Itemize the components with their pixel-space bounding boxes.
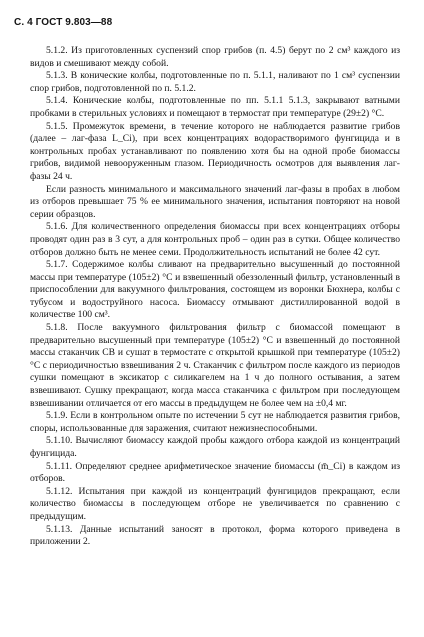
paragraph-5-1-12: 5.1.12. Испытания при каждой из концентраций фунгицидов прекращают, если количество биомассы в последующем отборе не увеличивается по сравнению с предыдущим.	[30, 485, 400, 522]
paragraph-5-1-3: 5.1.3. В конические колбы, подготовленные по п. 5.1.1, наливают по 1 см³ суспензии спор грибов, подготовленной по п. 5.1.2.	[30, 70, 400, 94]
paragraph-5-1-5: 5.1.5. Промежуток времени, в течение которого не наблюдается развитие грибов (далее – лаг-фаза L_Сi), при всех концентрациях водорастворимого фунгицида и в контрольных пробах устанавливают по появлению хотя бы на одной пробе биомассы грибов, видимой невооруженным глазом. Периодичность осмотров для выявления лаг-фазы 24 ч.	[30, 120, 400, 182]
paragraph-5-1-7: 5.1.7. Содержимое колбы сливают на предварительно высушенный до постоянной массы при температуре (105±2) °С и взвешенный обеззоленный фильтр, установленный в приспособлении для вакуумного фильтрования, состоящем из воронки Бюхнера, колбы с тубусом и водоструйного насоса. Биомассу отмывают дистиллированной водой в количестве 100 см³.	[30, 259, 400, 321]
paragraph-5-1-2: 5.1.2. Из приготовленных суспензий спор грибов (п. 4.5) берут по 2 см³ каждого из видов и смешивают между собой.	[30, 45, 400, 69]
paragraph-5-1-8: 5.1.8. После вакуумного фильтрования фильтр с биомассой помещают в предварительно высушенный при температуре (105±2) °С и взвешенный до постоянной массы стаканчик СВ и сушат в термостате с открытой крышкой при температуре (105±2) °С с периодичностью взвешивания 2 ч. Стаканчик с фильтром после каждого из периодов сушки помещают в эксикатор с силикагелем на 1 ч до полного остывания, а затем взвешивают. Сушку прекращают, когда масса стаканчика с фильтром при последующем взвешивании отличается от его массы в предыдущем не более чем на ±0,4 мг.	[30, 322, 400, 409]
paragraph-5-1-4: 5.1.4. Конические колбы, подготовленные по пп. 5.1.1 5.1.3, закрывают ватными пробками в стерильных условиях и помещают в термостат при температуре (29±2) °С.	[30, 95, 400, 119]
paragraph-5-1-11: 5.1.11. Определяют среднее арифметическое значение биомассы (m̄_Ci) в каждом из отборов.	[30, 460, 400, 485]
paragraph-5-1-6: 5.1.6. Для количественного определения биомассы при всех концентрациях отборы проводят один раз в 3 сут, а для контрольных проб – один раз в сутки. Общее количество отборов должно быть не менее семи. Продолжительность испытаний не более 42 сут.	[30, 221, 400, 258]
document-body	[30, 45, 400, 549]
paragraph-lag-phase-repeat: Если разность минимального и максимального значений лаг-фазы в пробах в любом из отборов превышает 75 % ее минимального значения, испытания повторяют на новой серии образцов.	[30, 183, 400, 220]
page-header: С. 4 ГОСТ 9.803—88	[14, 17, 113, 28]
paragraph-5-1-13: 5.1.13. Данные испытаний заносят в протокол, форма которого приведена в приложении 2.	[30, 523, 400, 548]
paragraph-5-1-9: 5.1.9. Если в контрольном опыте по истечении 5 сут не наблюдается развития грибов, споры, использованные для заражения, считают нежизнеспособными.	[30, 410, 400, 434]
paragraph-5-1-10: 5.1.10. Вычисляют биомассу каждой пробы каждого отбора каждой из концентраций фунгицида.	[30, 435, 400, 459]
